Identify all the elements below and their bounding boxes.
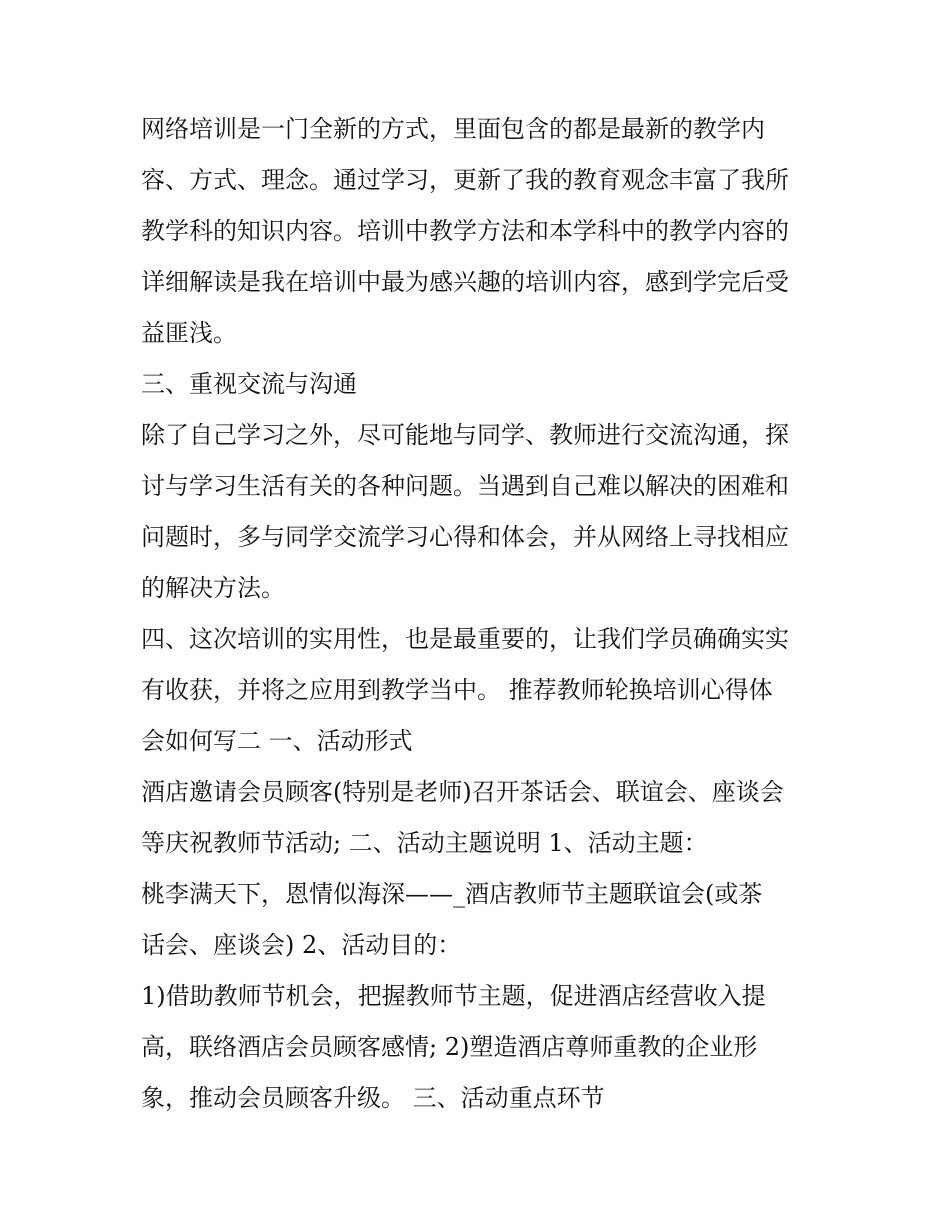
text-line: 的解决方法。 (141, 574, 285, 602)
text-line: 网络培训是一门全新的方式，里面包含的都是最新的教学内 (141, 115, 765, 143)
text-line: 容、方式、理念。通过学习，更新了我的教育观念丰富了我所 (141, 166, 789, 194)
text-line: 四、这次培训的实用性，也是最重要的，让我们学员确确实实 (141, 625, 789, 653)
text-line: 讨与学习生活有关的各种问题。当遇到自己难以解决的困难和 (141, 472, 789, 500)
section-heading-3: 三、重视交流与沟通 (141, 370, 357, 398)
text-line: 象，推动会员顾客升级。 三、活动重点环节 (141, 1084, 605, 1112)
text-line: 高，联络酒店会员顾客感情; 2)塑造酒店尊师重教的企业形 (141, 1033, 758, 1061)
text-line: 酒店邀请会员顾客(特别是老师)召开茶话会、联谊会、座谈会 (141, 778, 784, 806)
text-line: 除了自己学习之外，尽可能地与同学、教师进行交流沟通，探 (141, 421, 789, 449)
text-line: 话会、座谈会) 2、活动目的： (141, 931, 462, 959)
text-line: 会如何写二 一、活动形式 (141, 727, 413, 755)
text-line: 1)借助教师节机会，把握教师节主题，促进酒店经营收入提 (141, 982, 766, 1010)
text-line: 等庆祝教师节活动; 二、活动主题说明 1、活动主题： (141, 829, 708, 857)
text-line: 详细解读是我在培训中最为感兴趣的培训内容，感到学完后受 (141, 268, 789, 296)
text-line: 益匪浅。 (141, 319, 237, 347)
text-line: 有收获，并将之应用到教学当中。 推荐教师轮换培训心得体 (141, 676, 773, 704)
text-line: 教学科的知识内容。培训中教学方法和本学科中的教学内容的 (141, 217, 789, 245)
text-line: 桃李满天下，恩情似海深——_酒店教师节主题联谊会(或茶 (141, 880, 763, 908)
text-line: 问题时，多与同学交流学习心得和体会，并从网络上寻找相应 (141, 523, 789, 551)
body-text (141, 108, 821, 1128)
